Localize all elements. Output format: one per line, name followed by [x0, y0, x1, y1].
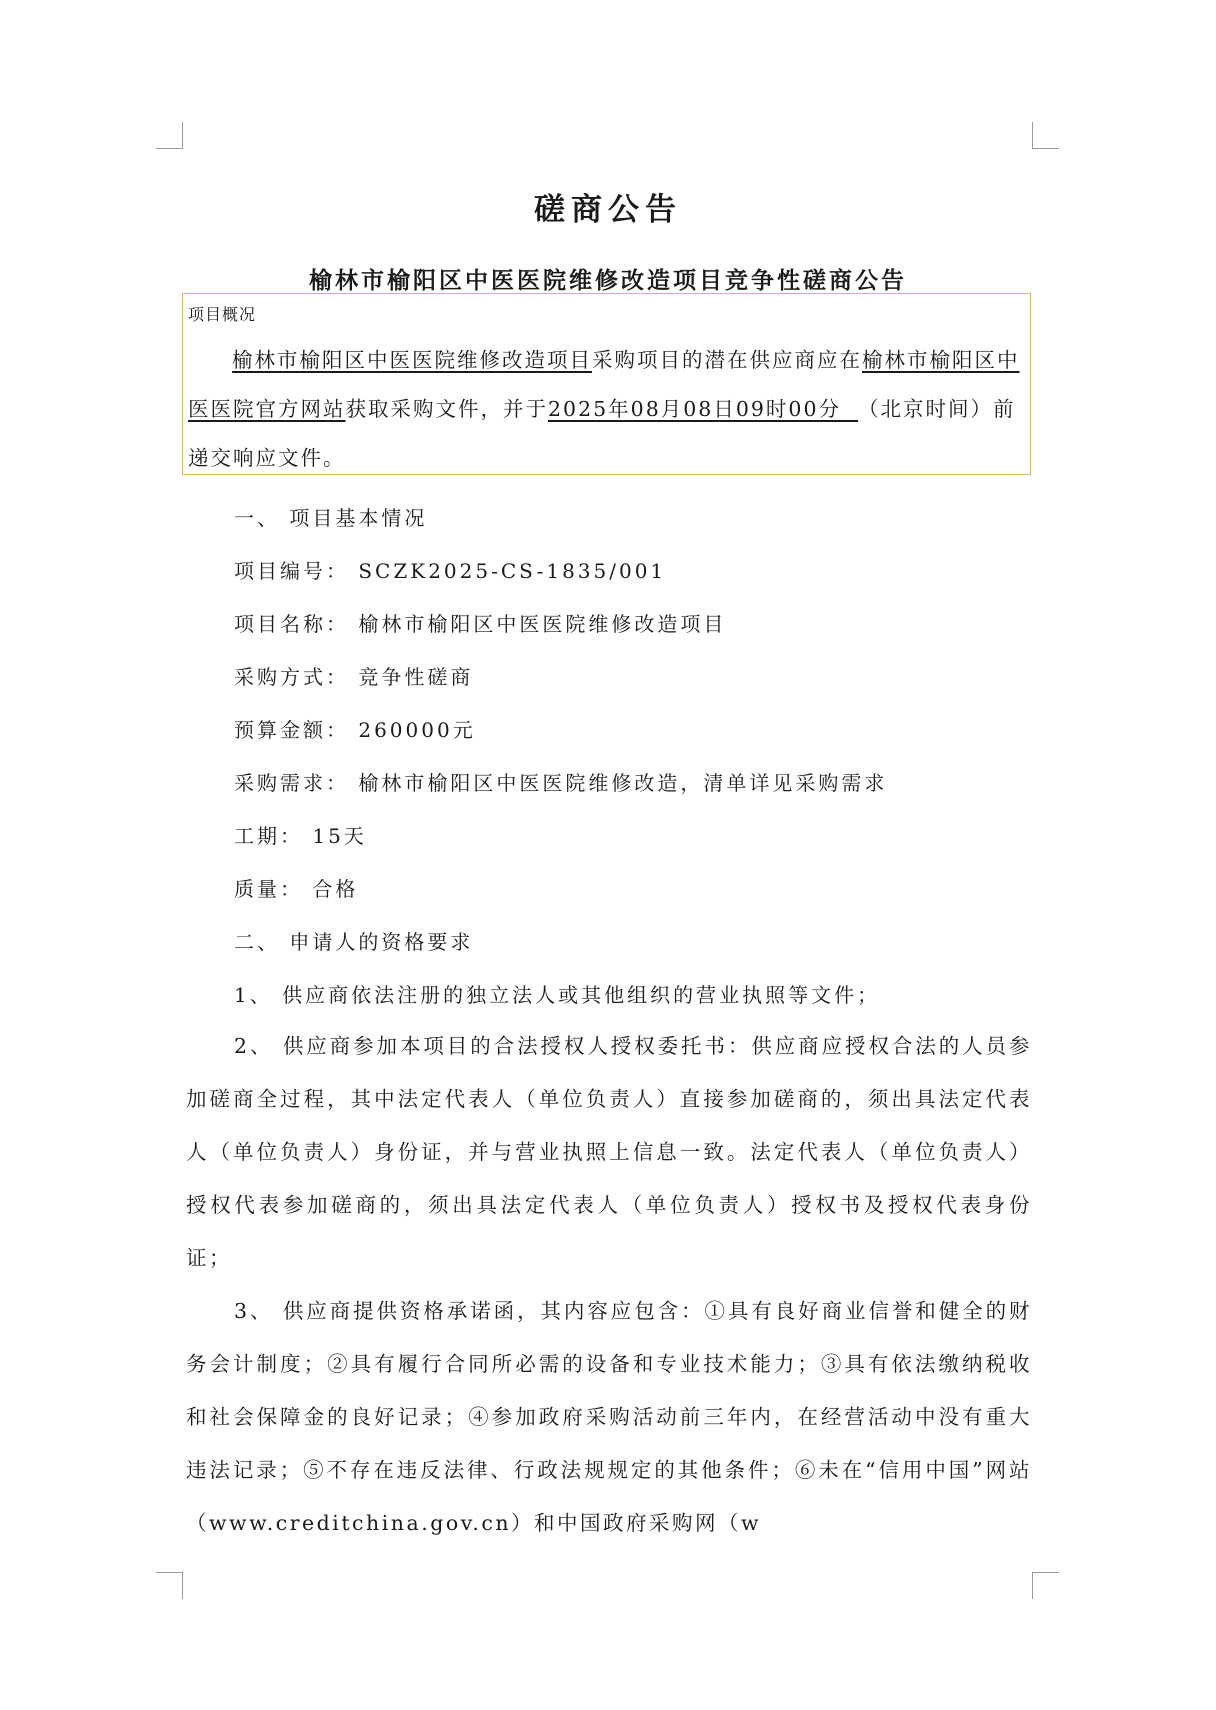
- project-overview-box: [182, 293, 1031, 475]
- requirement-1: 1、 供应商依法注册的独立法人或其他组织的营业执照等文件；: [234, 983, 881, 1007]
- overview-label: 项目概况: [188, 305, 257, 324]
- page-title: 磋商公告: [534, 192, 682, 228]
- overview-text-3: （北京时间）前递交响应文件。: [188, 397, 1016, 470]
- overview-text-2: 获取采购文件，并于: [345, 397, 548, 421]
- construction-period: 工期： 15天: [234, 824, 367, 848]
- quality: 质量： 合格: [234, 877, 359, 901]
- crop-mark-top-left: [156, 122, 183, 149]
- procurement-method: 采购方式： 竞争性磋商: [234, 665, 474, 689]
- project-name: 项目名称： 榆林市榆阳区中医医院维修改造项目: [234, 612, 727, 636]
- crop-mark-bottom-right: [1032, 1572, 1059, 1599]
- overview-text-1: 采购项目的潜在供应商应在: [592, 348, 862, 372]
- section-heading-2: 二、 申请人的资格要求: [234, 930, 474, 954]
- announcement-subtitle: 榆林市榆阳区中医医院维修改造项目竞争性磋商公告: [309, 267, 907, 294]
- procurement-requirement: 采购需求： 榆林市榆阳区中医医院维修改造，清单详见采购需求: [234, 771, 888, 795]
- overview-text: [188, 336, 1024, 483]
- project-number: 项目编号： SCZK2025-CS-1835/001: [234, 559, 667, 583]
- overview-deadline: 2025年08月08日09时00分: [548, 397, 842, 421]
- overview-blank: [841, 397, 858, 421]
- crop-mark-top-right: [1032, 122, 1059, 149]
- overview-project-name: 榆林市榆阳区中医医院维修改造项目: [232, 348, 592, 372]
- section-heading-1: 一、 项目基本情况: [234, 506, 428, 530]
- crop-mark-bottom-left: [156, 1572, 183, 1599]
- requirement-3: 3、 供应商提供资格承诺函，其内容应包含：①具有良好商业信誉和健全的财务会计制度；②具有履行合同所必需的设备和专业技术能力；③具有依法缴纳税收和社会保障金的良好记录；④参加政府采购活动前三年内，在经营活动中没有重大违法记录；⑤不存在违反法律、行政法规规定的其他条件；⑥未在“信用中国”网站（www.creditchina.gov.cn）和中国政府采购网（w: [186, 1299, 1032, 1535]
- overview-location: 榆林市榆阳区中医医院官方网站: [188, 348, 1020, 421]
- budget-amount: 预算金额： 260000元: [234, 718, 476, 742]
- requirement-2: 2、 供应商参加本项目的合法授权人授权委托书：供应商应授权合法的人员参加磋商全过程，其中法定代表人（单位负责人）直接参加磋商的，须出具法定代表人（单位负责人）身份证，并与营业执照上信息一致。法定代表人（单位负责人）授权代表参加磋商的，须出具法定代表人（单位负责人）授权书及授权代表身份证；: [186, 1034, 1032, 1270]
